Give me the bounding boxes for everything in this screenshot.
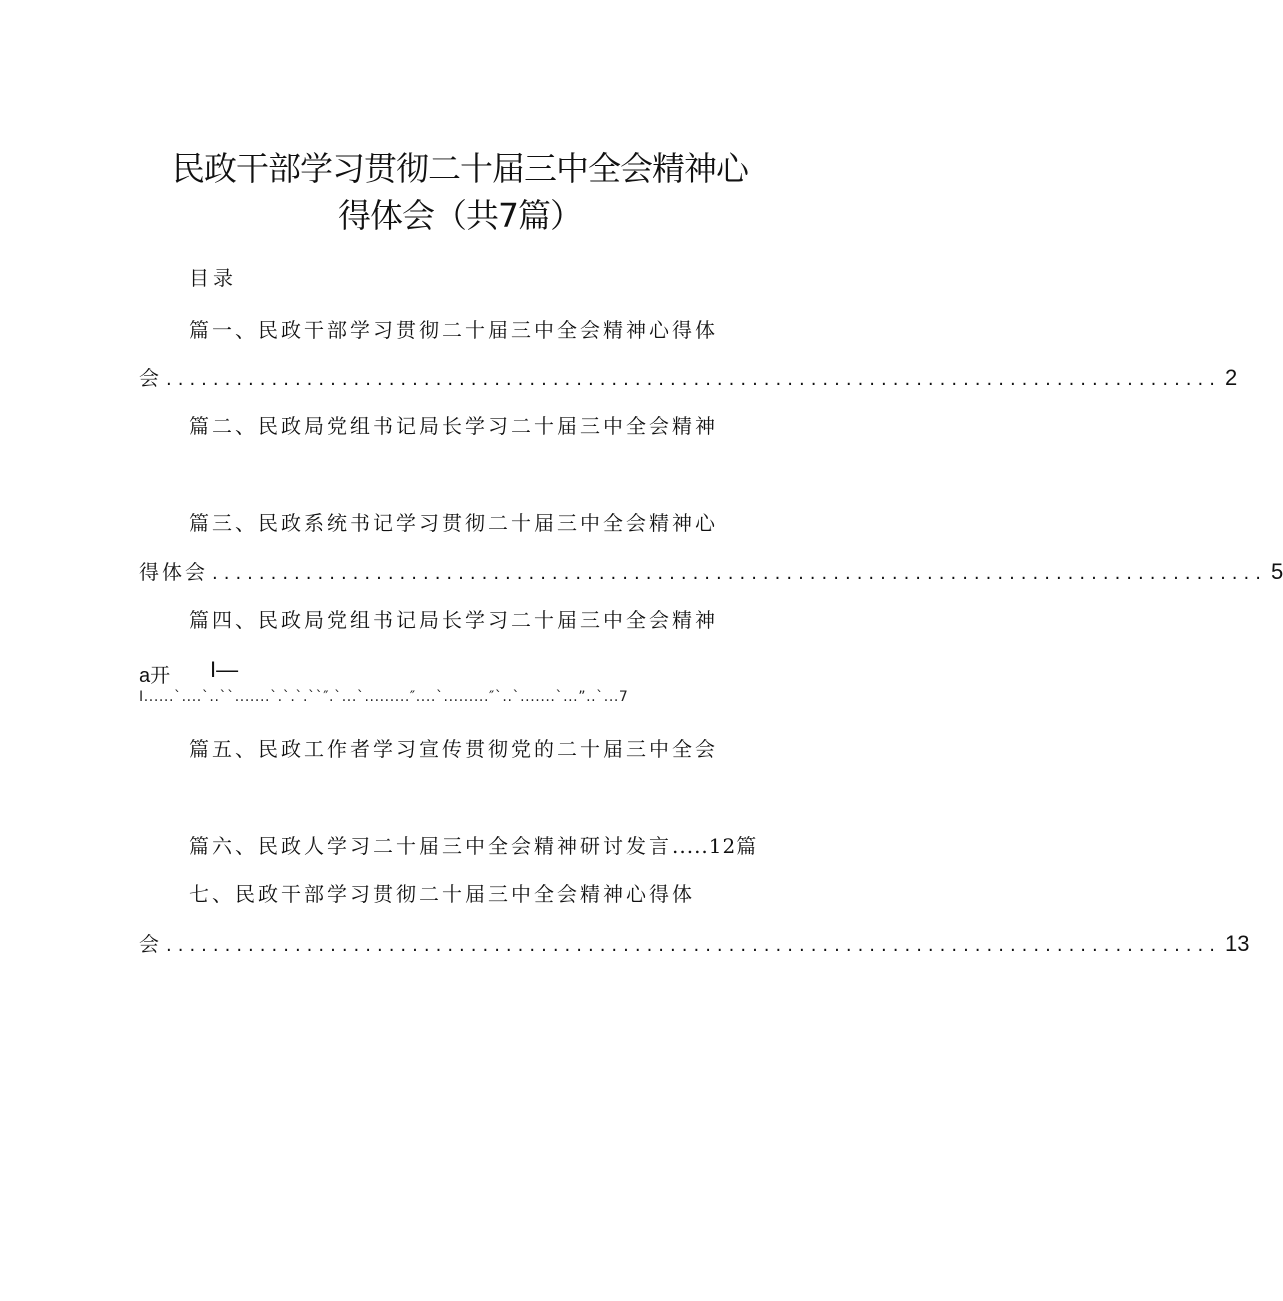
toc-entry-5-line-1: 篇五、民政工作者学习宣传贯彻党的二十届三中全会 xyxy=(189,737,718,761)
toc-entry-4-fragment-c: I......`....`..``.......`.`.`.``″.`...`.........″....`.........″`..`.......`...”..`...7 xyxy=(139,689,629,705)
toc-entry-3-line-2: 得体会 xyxy=(139,560,208,584)
toc-heading: 目录 xyxy=(189,266,237,290)
toc-entry-7-line-1: 七、民政干部学习贯彻二十届三中全会精神心得体 xyxy=(189,882,695,906)
toc-entry-1-leader xyxy=(139,362,1238,391)
toc-entry-3-dots: .......................................................................................... xyxy=(212,563,1267,584)
toc-entry-3-page: 5 xyxy=(1270,559,1283,584)
toc-entry-4-line-1: 篇四、民政局党组书记局长学习二十届三中全会精神 xyxy=(189,608,718,632)
toc-entry-4-fragment-a: a开 xyxy=(139,665,171,687)
toc-entry-7-dots: .......................................................................................... xyxy=(166,935,1221,956)
toc-entry-1-line-1: 篇一、民政干部学习贯彻二十届三中全会精神心得体 xyxy=(189,318,718,342)
toc-entry-3-line-1: 篇三、民政系统书记学习贯彻二十届三中全会精神心 xyxy=(189,511,718,535)
document-title-line-2: 得体会（共7篇） xyxy=(338,196,582,235)
toc-entry-6-text: 篇六、民政人学习二十届三中全会精神研讨发言 xyxy=(189,834,672,858)
toc-entry-4-fragment-b: I— xyxy=(210,657,239,682)
toc-entry-7-leader xyxy=(139,928,1250,957)
toc-entry-1-page: 2 xyxy=(1224,365,1238,390)
toc-entry-7-line-2: 会 xyxy=(139,932,162,956)
toc-entry-6-line-1 xyxy=(189,830,757,859)
toc-entry-1-line-2: 会 xyxy=(139,366,162,390)
toc-entry-2-line-1: 篇二、民政局党组书记局长学习二十届三中全会精神 xyxy=(189,414,718,438)
toc-entry-1-dots: .......................................................................................... xyxy=(166,369,1221,390)
toc-entry-3-leader xyxy=(139,556,1283,585)
document-title-line-1: 民政干部学习贯彻二十届三中全会精神心 xyxy=(172,149,748,188)
toc-entry-7-page: 13 xyxy=(1224,931,1250,956)
toc-entry-6-tail: .....12篇 xyxy=(672,834,758,858)
